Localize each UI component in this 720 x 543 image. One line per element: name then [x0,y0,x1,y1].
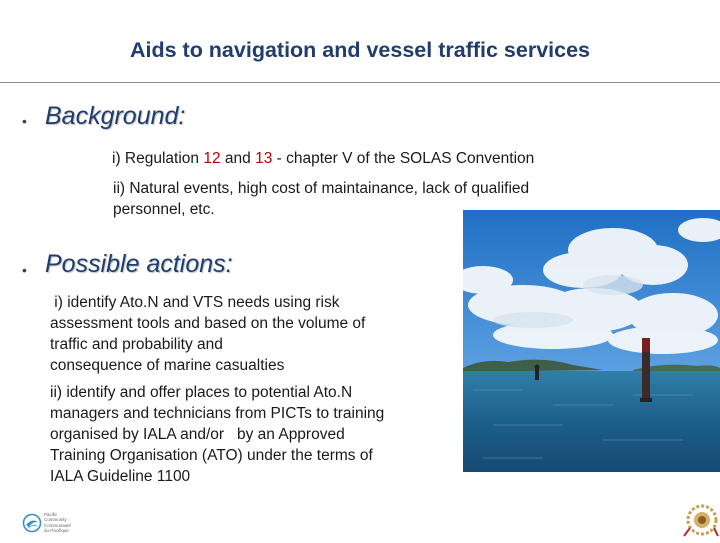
bullet-icon: • [22,262,27,278]
sea-buoy-photo [463,210,720,472]
bullet-icon: • [22,113,27,129]
actions-item-2-line: ii) identify and offer places to potential Ato.N [50,384,353,401]
item-i-text-b: and [220,150,256,167]
actions-item-1 [50,292,460,376]
spc-logo-icon [22,508,82,538]
background-item-ii-line2: personnel, etc. [113,201,215,218]
actions-item-2-line: Training Organisation (ATO) under the terms of [50,447,373,464]
spc-logo-text: Communauté [44,523,72,528]
regulation-12: 12 [203,150,221,167]
actions-item-2 [50,382,460,487]
actions-item-1-line: i) identify Ato.N and VTS needs using risk [50,294,340,311]
item-i-text-a: Regulation [120,150,204,167]
spc-logo-text: du Pacifique [44,528,69,533]
emblem-logo [676,498,720,538]
sea-photo-graphic [463,210,720,472]
actions-item-2-line: IALA Guideline 1100 [50,468,191,485]
item-i-prefix: i) [112,150,121,167]
background-item-ii-line1: ii) Natural events, high cost of maintainance, lack of qualified [113,180,530,197]
actions-item-1-line: traffic and probability and [50,336,223,353]
regulation-13: 13 [255,150,273,167]
title-divider [0,82,720,83]
slide-title: Aids to navigation and vessel traffic services [129,38,591,62]
actions-heading: Possible actions: [45,250,233,278]
actions-item-1-line: assessment tools and based on the volume of [50,315,366,332]
actions-item-1-line: consequence of marine casualties [50,357,285,374]
actions-item-2-line: managers and technicians from PICTs to training [50,405,385,422]
background-heading: Background: [45,102,186,130]
spc-logo-text: Pacific [44,512,58,517]
pacific-community-logo [22,508,82,538]
background-item-i [112,150,534,168]
spc-logo-text: Community [44,517,67,522]
actions-item-2-line: organised by IALA and/or by an Approved [50,426,345,443]
item-i-text-c: - chapter V of the SOLAS Convention [272,150,535,167]
emblem-icon [676,498,720,538]
